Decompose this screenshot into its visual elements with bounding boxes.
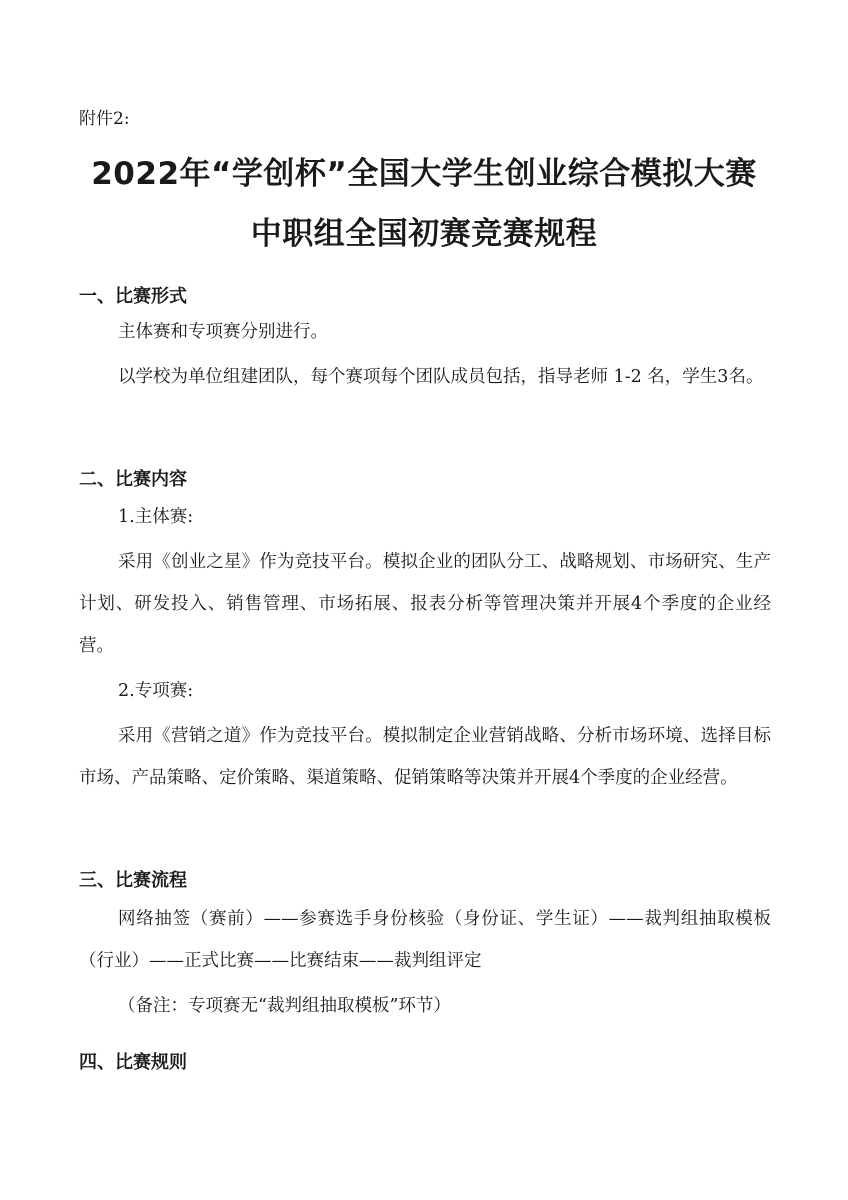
section-heading-rules: 四、比赛规则	[79, 1052, 187, 1073]
section-heading-format: 一、比赛形式	[79, 286, 187, 307]
paragraph-format-1: 主体赛和专项赛分别进行。	[118, 322, 328, 342]
paragraph-special-event-label: 2.专项赛:	[118, 681, 194, 701]
attachment-label: 附件2:	[79, 109, 130, 129]
section-heading-content: 二、比赛内容	[79, 469, 187, 490]
document-title-line1: 2022年“学创杯”全国大学生创业综合模拟大赛	[91, 156, 757, 192]
paragraph-format-2: 以学校为单位组建团队，每个赛项每个团队成员包括，指导老师 1-2 名，学生3名。	[118, 367, 764, 387]
paragraph-process-note: （备注：专项赛无“裁判组抽取模板”环节）	[118, 996, 451, 1016]
paragraph-process-flow: 网络抽签（赛前）——参赛选手身份核验（身份证、学生证）——裁判组抽取模板（行业）——正式比赛——比赛结束——裁判组评定	[79, 909, 771, 971]
document-title-line2: 中职组全国初赛竞赛规程	[250, 216, 598, 252]
paragraph-main-event-desc: 采用《创业之星》作为竞技平台。模拟企业的团队分工、战略规划、市场研究、生产计划、研发投入、销售管理、市场拓展、报表分析等管理决策并开展4个季度的企业经营。	[79, 552, 771, 656]
paragraph-special-event-desc: 采用《营销之道》作为竞技平台。模拟制定企业营销战略、分析市场环境、选择目标市场、产品策略、定价策略、渠道策略、促销策略等决策并开展4个季度的企业经营。	[79, 726, 771, 788]
section-heading-process: 三、比赛流程	[79, 870, 187, 891]
paragraph-main-event-label: 1.主体赛:	[118, 507, 194, 527]
